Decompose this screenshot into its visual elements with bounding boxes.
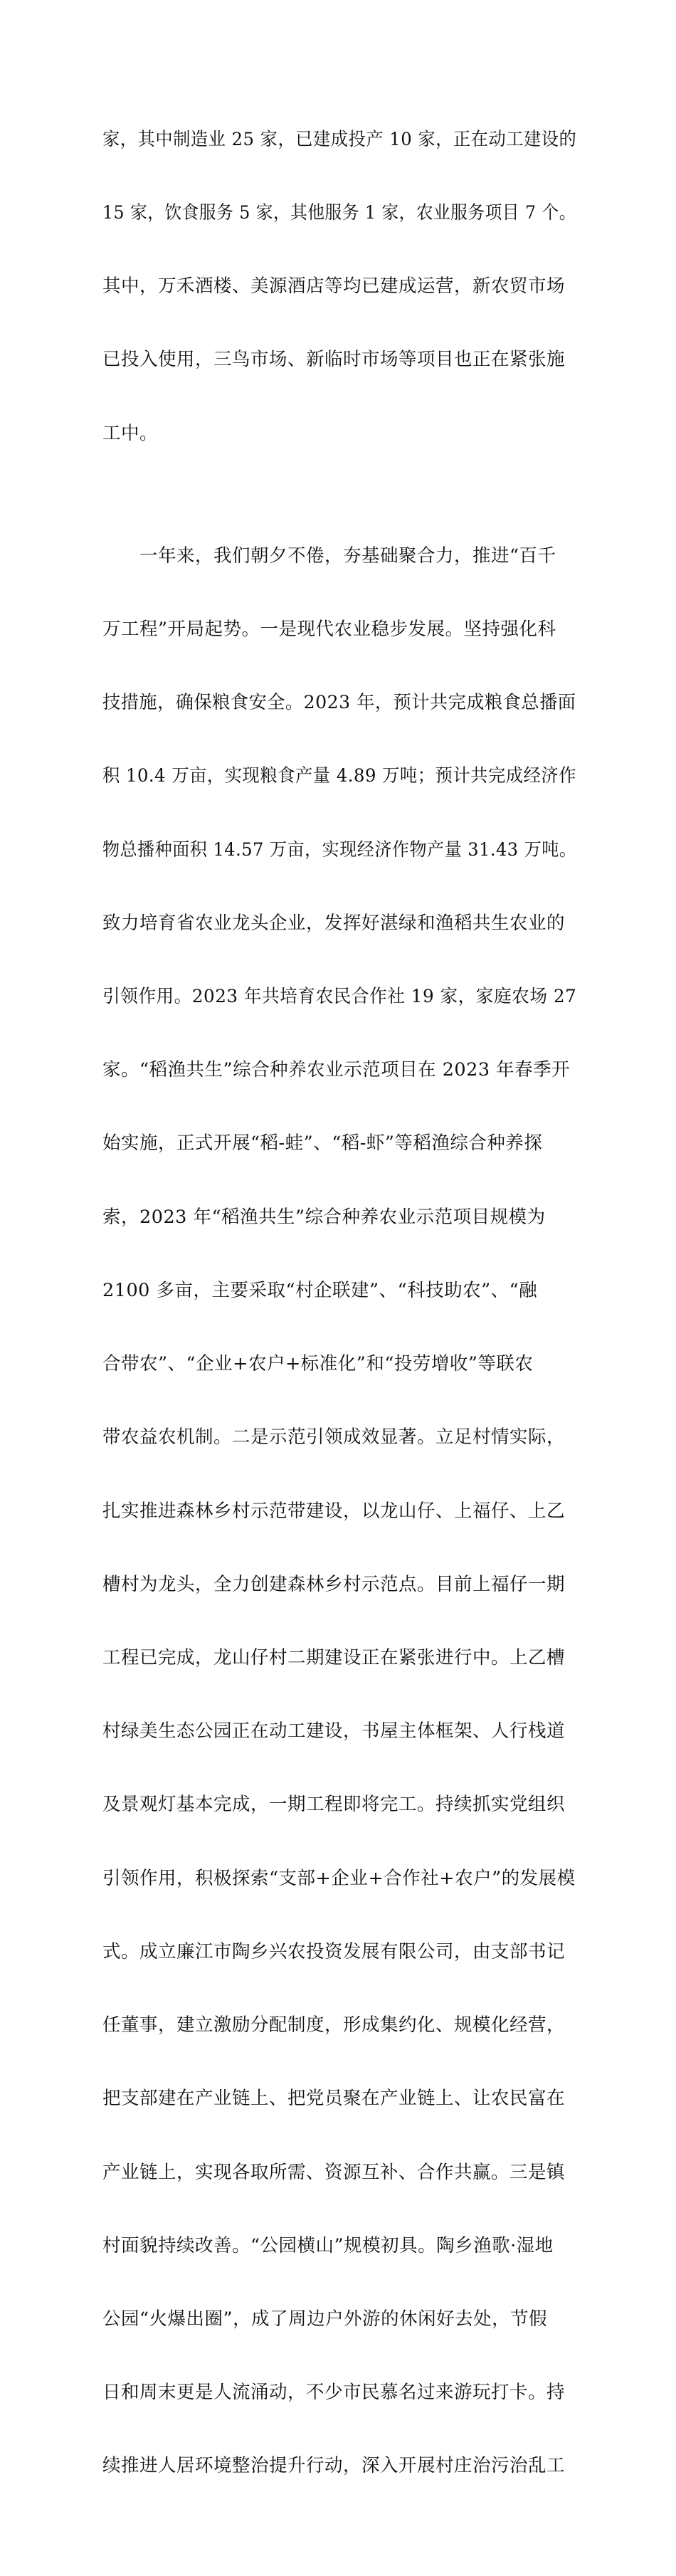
text-line: 积 10.4 万亩，实现粮食产量 4.89 万吨；预计共完成经济作 xyxy=(102,765,577,787)
text-line: 村绿美生态公园正在动工建设，书屋主体框架、人行栈道 xyxy=(102,1720,566,1742)
text-line: 始实施，正式开展“稻-蛙”、“稻-虾”等稻渔综合种养探 xyxy=(102,1132,543,1155)
text-line: 引领作用。2023 年共培育农民合作社 19 家，家庭农场 27 xyxy=(102,986,577,1008)
text-line: 工中。 xyxy=(102,422,159,444)
text-line: 槽村为龙头，全力创建森林乡村示范点。目前上福仔一期 xyxy=(102,1573,566,1595)
text-line: 扎实推进森林乡村示范带建设，以龙山仔、上福仔、上乙 xyxy=(102,1500,566,1522)
text-line: 产业链上，实现各取所需、资源互补、合作共赢。三是镇 xyxy=(102,2161,566,2183)
text-line: 其中，万禾酒楼、美源酒店等均已建成运营，新农贸市场 xyxy=(102,275,566,298)
text-line: 任董事，建立激励分配制度，形成集约化、规模化经营， xyxy=(102,2014,566,2036)
text-line: 带农益农机制。二是示范引领成效显著。立足村情实际， xyxy=(102,1426,566,1449)
text-line: 2100 多亩，主要采取“村企联建”、“科技助农”、“融 xyxy=(102,1279,538,1301)
text-line: 索，2023 年“稻渔共生”综合种养农业示范项目规模为 xyxy=(102,1206,546,1228)
text-line: 村面貌持续改善。“公园横山”规模初具。陶乡渔歌·湿地 xyxy=(102,2234,554,2256)
paragraph-1 xyxy=(102,78,576,495)
text-line: 日和周末更是人流涌动，不少市民慕名过来游玩打卡。持 xyxy=(102,2382,566,2404)
text-line: 工程已完成，龙山仔村二期建设正在紧张进行中。上乙槽 xyxy=(102,1647,566,1668)
text-line: 及景观灯基本完成，一期工程即将完工。持续抓实党组织 xyxy=(102,1794,566,1816)
paragraph-2 xyxy=(102,495,576,2576)
text-line: 技措施，确保粮食安全。2023 年，预计共完成粮食总播面 xyxy=(102,692,576,714)
text-line: 万工程”开局起势。一是现代农业稳步发展。坚持强化科 xyxy=(102,618,556,640)
text-line: 家，其中制造业 25 家，已建成投产 10 家，正在动工建设的 xyxy=(102,128,577,150)
document-body xyxy=(102,78,576,2576)
text-line: 引领作用，积极探索“支部+企业+合作社+农户”的发展模 xyxy=(102,1867,576,1889)
text-line: 已投入使用，三鸟市场、新临时市场等项目也正在紧张施 xyxy=(102,349,566,371)
text-line: 物总播种面积 14.57 万亩，实现经济作物产量 31.43 万吨。 xyxy=(102,838,577,861)
text-line: 续推进人居环境整治提升行动，深入开展村庄治污治乱工 xyxy=(102,2455,566,2477)
text-line: 合带农”、“企业+农户+标准化”和“投劳增收”等联农 xyxy=(102,1353,534,1375)
text-line: 把支部建在产业链上、把党员聚在产业链上、让农民富在 xyxy=(102,2088,566,2110)
text-line: 家。“稻渔共生”综合种养农业示范项目在 2023 年春季开 xyxy=(102,1059,571,1081)
text-line: 致力培育省农业龙头企业，发挥好湛绿和渔稻共生农业的 xyxy=(102,912,566,934)
text-line: 15 家，饮食服务 5 家，其他服务 1 家，农业服务项目 7 个。 xyxy=(102,202,576,224)
text-line: 一年来，我们朝夕不倦，夯基础聚合力，推进“百千 xyxy=(102,545,556,567)
text-line: 式。成立廉江市陶乡兴农投资发展有限公司，由支部书记 xyxy=(102,1940,566,1962)
text-line: 公园“火爆出圈”，成了周边户外游的休闲好去处，节假 xyxy=(102,2308,548,2330)
